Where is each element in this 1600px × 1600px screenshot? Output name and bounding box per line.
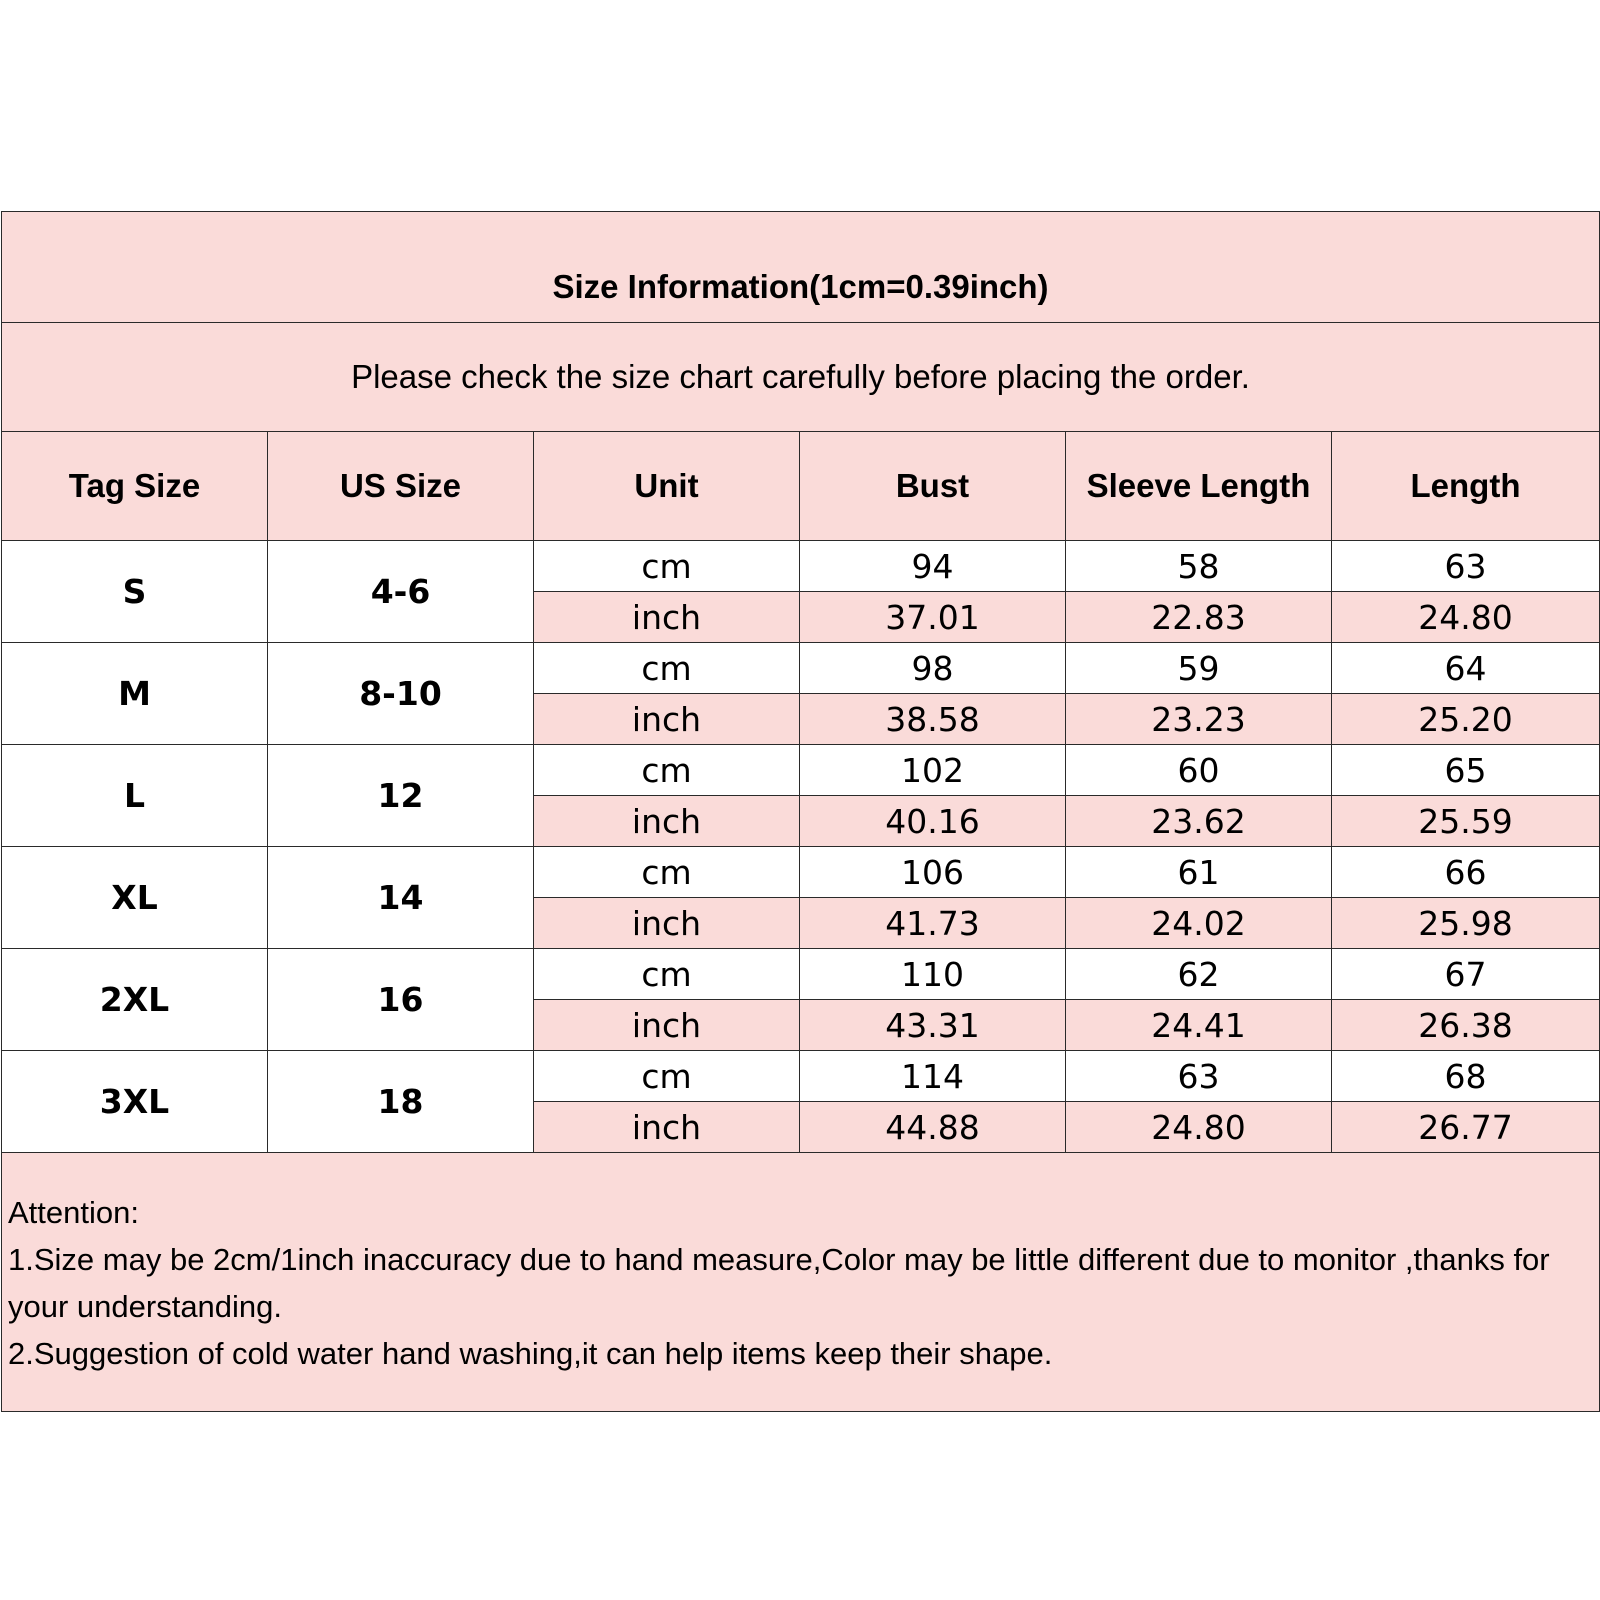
length-cell: 24.80 xyxy=(1332,592,1600,643)
sleeve-cell: 60 xyxy=(1066,745,1332,796)
sleeve-cell: 61 xyxy=(1066,847,1332,898)
unit-cell: inch xyxy=(534,592,800,643)
unit-cell: inch xyxy=(534,694,800,745)
tag-size-cell: L xyxy=(2,745,268,847)
header-bust: Bust xyxy=(800,432,1066,541)
bust-cell: 94 xyxy=(800,541,1066,592)
bust-cell: 44.88 xyxy=(800,1102,1066,1153)
length-cell: 25.59 xyxy=(1332,796,1600,847)
header-us-size: US Size xyxy=(268,432,534,541)
size-table xyxy=(1,211,1600,1412)
bust-cell: 38.58 xyxy=(800,694,1066,745)
unit-cell: inch xyxy=(534,898,800,949)
unit-cell: inch xyxy=(534,1000,800,1051)
us-size-cell: 12 xyxy=(268,745,534,847)
bust-cell: 114 xyxy=(800,1051,1066,1102)
sleeve-cell: 23.23 xyxy=(1066,694,1332,745)
us-size-cell: 4-6 xyxy=(268,541,534,643)
bust-cell: 40.16 xyxy=(800,796,1066,847)
bust-cell: 43.31 xyxy=(800,1000,1066,1051)
unit-cell: cm xyxy=(534,949,800,1000)
tag-size-cell: M xyxy=(2,643,268,745)
length-cell: 67 xyxy=(1332,949,1600,1000)
attention-box xyxy=(2,1153,1600,1412)
page-title: Size Information(1cm=0.39inch) xyxy=(552,268,1049,305)
length-cell: 26.77 xyxy=(1332,1102,1600,1153)
size-chart xyxy=(1,211,1599,1388)
bust-cell: 37.01 xyxy=(800,592,1066,643)
attention-line-1: 1.Size may be 2cm/1inch inaccuracy due to hand measure,Color may be little different due to monitor ,thanks for your understanding. xyxy=(8,1242,1550,1324)
header-unit: Unit xyxy=(534,432,800,541)
bust-cell: 110 xyxy=(800,949,1066,1000)
sleeve-cell: 62 xyxy=(1066,949,1332,1000)
bust-cell: 98 xyxy=(800,643,1066,694)
tag-size-cell: 2XL xyxy=(2,949,268,1051)
length-cell: 63 xyxy=(1332,541,1600,592)
header-tag-size: Tag Size xyxy=(2,432,268,541)
sleeve-cell: 22.83 xyxy=(1066,592,1332,643)
length-cell: 66 xyxy=(1332,847,1600,898)
us-size-cell: 14 xyxy=(268,847,534,949)
us-size-cell: 18 xyxy=(268,1051,534,1153)
bust-cell: 41.73 xyxy=(800,898,1066,949)
sleeve-cell: 63 xyxy=(1066,1051,1332,1102)
sleeve-cell: 23.62 xyxy=(1066,796,1332,847)
sleeve-cell: 59 xyxy=(1066,643,1332,694)
attention-heading: Attention: xyxy=(8,1195,139,1230)
unit-cell: inch xyxy=(534,1102,800,1153)
us-size-cell: 8-10 xyxy=(268,643,534,745)
sleeve-cell: 24.80 xyxy=(1066,1102,1332,1153)
us-size-cell: 16 xyxy=(268,949,534,1051)
length-cell: 65 xyxy=(1332,745,1600,796)
unit-cell: cm xyxy=(534,643,800,694)
attention-line-2: 2.Suggestion of cold water hand washing,it can help items keep their shape. xyxy=(8,1336,1053,1371)
length-cell: 68 xyxy=(1332,1051,1600,1102)
unit-cell: cm xyxy=(534,541,800,592)
sleeve-cell: 58 xyxy=(1066,541,1332,592)
unit-cell: cm xyxy=(534,1051,800,1102)
sleeve-cell: 24.41 xyxy=(1066,1000,1332,1051)
subtitle: Please check the size chart carefully before placing the order. xyxy=(2,323,1600,432)
tag-size-cell: S xyxy=(2,541,268,643)
unit-cell: cm xyxy=(534,745,800,796)
title-cell xyxy=(2,212,1600,323)
length-cell: 26.38 xyxy=(1332,1000,1600,1051)
header-sleeve-length: Sleeve Length xyxy=(1066,432,1332,541)
length-cell: 25.98 xyxy=(1332,898,1600,949)
tag-size-cell: XL xyxy=(2,847,268,949)
bust-cell: 102 xyxy=(800,745,1066,796)
length-cell: 25.20 xyxy=(1332,694,1600,745)
bust-cell: 106 xyxy=(800,847,1066,898)
unit-cell: cm xyxy=(534,847,800,898)
length-cell: 64 xyxy=(1332,643,1600,694)
sleeve-cell: 24.02 xyxy=(1066,898,1332,949)
unit-cell: inch xyxy=(534,796,800,847)
header-length: Length xyxy=(1332,432,1600,541)
tag-size-cell: 3XL xyxy=(2,1051,268,1153)
